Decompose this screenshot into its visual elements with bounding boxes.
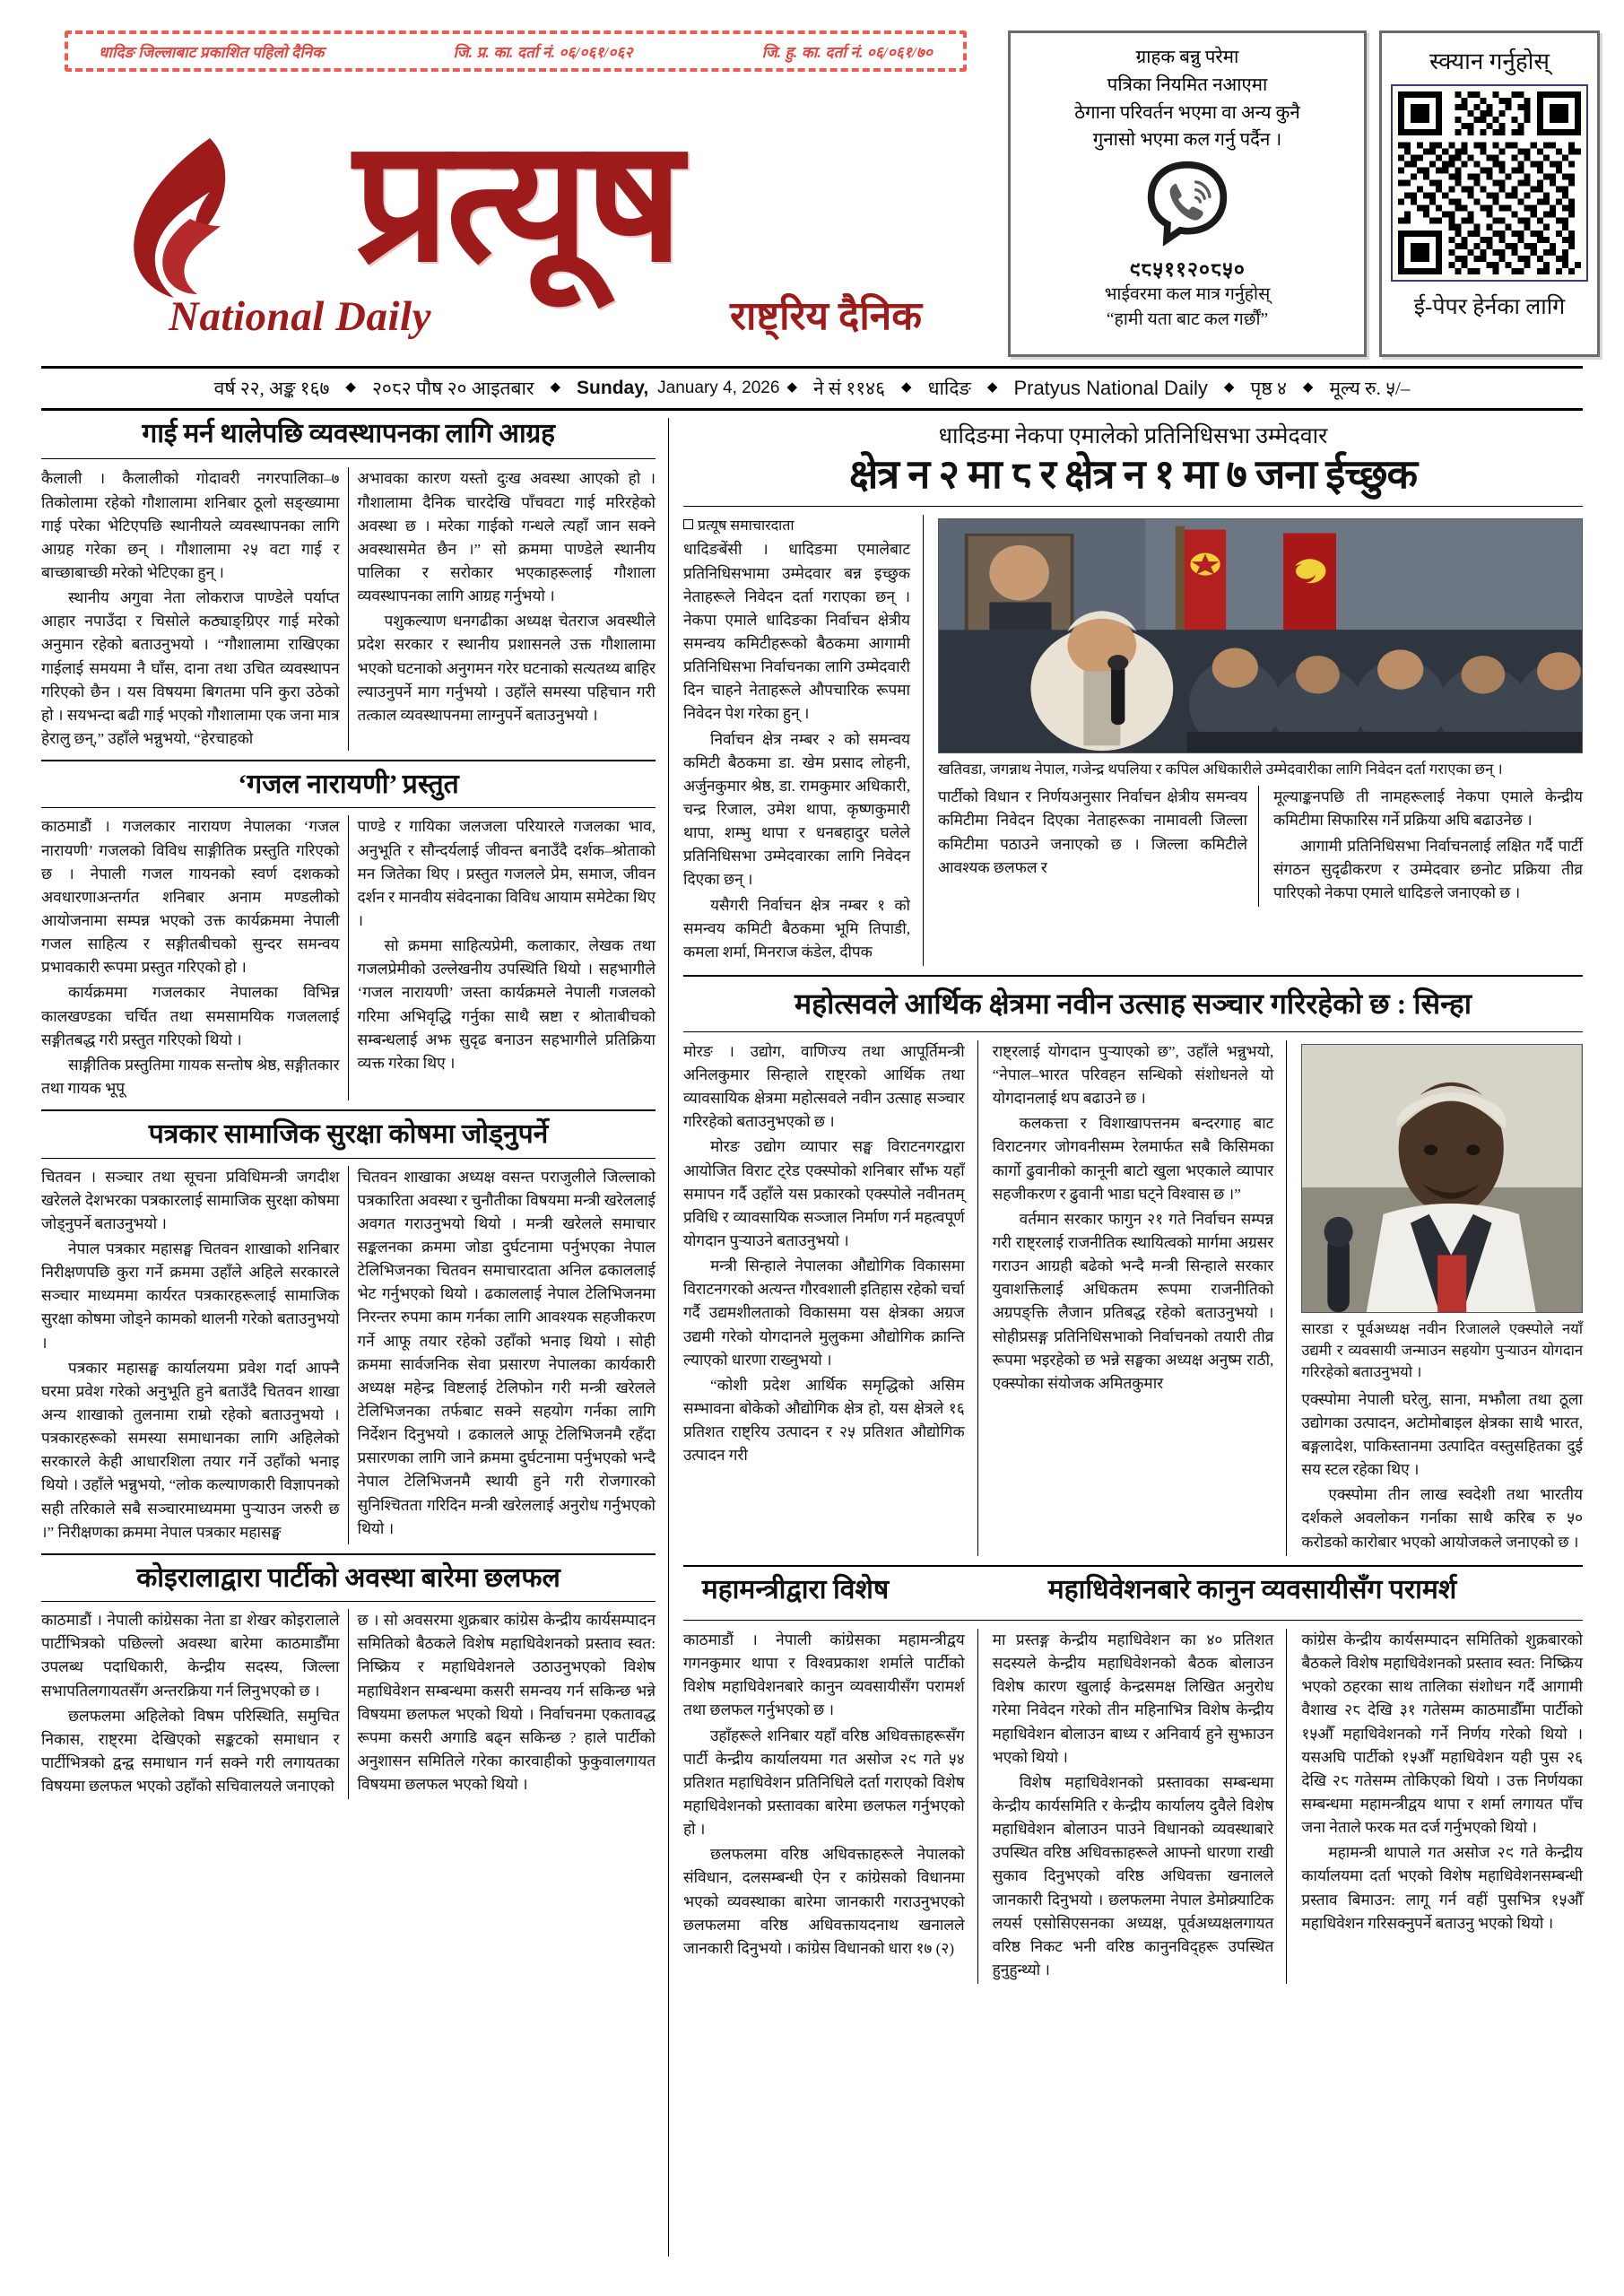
story-sinha-para: एक्स्पोमा तीन लाख स्वदेशी तथा भारतीय दर्शकले अवलोकन गर्नाका साथै करिब रु ५० करोडको कारोबार भएको आयोजकले जनाएको छ । [1301, 1486, 1584, 1551]
divider [683, 1031, 1583, 1032]
content-area [41, 418, 1583, 2257]
story-uml-para: मूल्याङ्कनपछि ती नामहरूलाई नेकपा एमाले केन्द्रीय कमिटीमा सिफारिस गर्ने प्रक्रिया अघि बढाउनेछ । [1273, 788, 1583, 830]
story-lawyer-para: मा प्रस्तङ्ग केन्द्रीय महाधिवेशन का ४० प्रतिशत सदस्यले केन्द्रीय महाधिवेशनको बैठक बोलाउन विशेष कारण खुलाई केन्द्रसमक्ष लिखित अनुरोध गरेमा निवेदन गरेको तीन महिनाभित्र विशेष केन्द्रीय महाधिवेशन बोलाउन बाध्य र अनिवार्य हुने सुझाउन भएको थियो । [992, 1631, 1274, 1766]
story-uml [683, 420, 1583, 966]
story-uml-caption: खतिवडा, जगन्नाथ नेपाल, गजेन्द्र थपलिया र कपिल अधिकारीले उम्मेदवारीका लागि निवेदन दर्ता गराएका छन् । [938, 761, 1503, 778]
story-pm-headline[interactable]: महामन्त्रीद्वारा विशेष [701, 1574, 890, 1605]
registration-bar [65, 30, 967, 72]
story-sinha-para: वर्तमान सरकार फागुन २१ गते निर्वाचन सम्पन्न गरी राष्ट्रलाई राजनीतिक स्थायित्वको मार्गमा अग्रसर गराउन आग्रहीे बढेको भन्दै मन्त्री सिन्हाले सरकार युवाशक्तिलाई अधिकतम रूपमा राजनीतिको अग्रपङ्क्ति लैजान प्रतिबद्ध रहेको बताउनुभयो । सोहीप्रसङ्ग प्रतिनिधिसभाको निर्वाचनको तयारी तीव्र रूपमा भइरहेको छ भन्ने सङ्घका अध्यक्ष अनुष्म राठी, एक्स्पोका संयोजक अमितकुमार [992, 1210, 1274, 1392]
story-uml-para: यसैगरी निर्वाचन क्षेत्र नम्बर १ को समन्वय कमिटी बैठकमा भूमि तिपाडी, कमला शर्मा, मिनराज कंडेल, दीपक [683, 896, 910, 961]
story-ghazal-para: काठमाडौं । गजलकार नारायण नेपालका ‘गजल नारायणी’ गजलको विविध साङ्गीतिक प्रस्तुति गरिएको छ । नेपाली गजल गायनको स्वर्ण दशकको अवधारणाअन्तर्गत शनिबार अनाम मण्डलीको आयोजनामा सम्पन्न भएको उक्त कार्यक्रममा नेपाली गजल साहित्य र सङ्गीतबीचको सुन्दर समन्वय प्रभावकारी रूपमा प्रस्तुत गरिएको हो । [41, 818, 340, 977]
masthead-title-nepali: प्रत्यूष [353, 109, 680, 296]
story-cow-para: कैलाली । कैलालीको गोदावरी नगरपालिका–७ तिकोलामा रहेको गौशालामा शनिबार ठूलो सङ्ख्यामा गाई परेका भेटिएपछि स्थानीयले व्यवस्थापनका लागि आग्रह गरेका छन् । गौशालामा २५ वटा गाई र बाच्छाबाच्छी मरेको भेटिएका हुन् । [41, 470, 340, 581]
story-cow-para: अभावका कारण यस्तो दुःख अवस्था आएको हो । गौशालामा दैनिक चारदेखि पाँचवटा गाई मरिरहेको अवस्था छ । मरेका गाईको गन्धले त्यहाँ जान सक्ने अवस्थासमेत छैन ।” सो क्रममा पाण्डेले स्थानीय पालिका र सरोकार भएकाहरूलाई गौशाला व्यवस्थापनका लागि आग्रह गर्नुभयो । [357, 470, 656, 605]
story-lawyer-para: कांग्रेस केन्द्रीय कार्यसम्पादन समितिको शुक्रबारको बैठकले विशेष महाधिवेशनको प्रस्ताव स्वत: निष्क्रिय भएको ठहरका साथ तालिका संशोधन गर्दै आगामी वैशाख २८ देखि ३१ गतेसम्म काठमाडौँमा पार्टीको १५औँ महाधिवेशनको गर्ने निर्णय गरेको थियो । यसअघि पार्टीको १५औँ महाधिवेशन यही पुस २६ देखि २८ गतेसम्म तोकिएको थियो । उक्त निर्णयका सम्बन्धमा महामन्त्रीद्वय थापा र शर्मा लगायत पाँच जना नेताले फरक मत दर्ज गर्नुभएको थियो । [1301, 1631, 1584, 1837]
story-lawyer-group [683, 1574, 1583, 1985]
divider [41, 1553, 656, 1555]
divider [683, 1565, 1583, 1567]
diamond-separator-5: ◆ [986, 379, 998, 395]
reg-left-text: धादिङ जिल्लाबाट प्रकाशित पहिलो दैनिक [99, 43, 325, 61]
reg-right-text: जि. हु. का. दर्ता नं. ०६/०६१/७० [761, 43, 933, 61]
story-uml-headline[interactable]: क्षेत्र न २ मा ८ र क्षेत्र न १ मा ७ जना ईच्छुक [848, 452, 1418, 497]
story-sinha-para: मोरङ । उद्योग, वाणिज्य तथा आपूर्तिमन्त्री अनिलकुमार सिन्हाले राष्ट्रको आर्थिक तथा व्यावसायिक क्षेत्रमा महोत्सवले नवीन उत्साह सञ्चार गरिरहेको बताउनुभएको छ । [683, 1042, 965, 1131]
weekday-english: Sunday, [577, 378, 649, 398]
story-ghazal-para: साङ्गीतिक प्रस्तुतिमा गायक सन्तोष श्रेष्ठ, सङ्गीतकार तथा गायक भूपू [41, 1056, 340, 1098]
story-ghazal-para: पाण्डे र गायिका जलजला परियारले गजलका भाव, अनुभूति र सौन्दर्यलाई जीवन्त बनाउँदै दर्शक–श्रोताको मन जितेका थिए । प्रस्तुत गजलले प्रेम, समाज, जीवन दर्शन र मानवीय संवेदनाका विविध आयाम समेटेका थिए । [357, 818, 656, 930]
qr-box-title: स्क्यान गर्नुहोस् [1429, 48, 1550, 74]
diamond-separator-2: ◆ [550, 379, 561, 395]
place-name: धादिङ [927, 378, 971, 399]
page-count: पृष्ठ ४ [1250, 378, 1287, 399]
story-sinha-para: राष्ट्रलाई योगदान पुऱ्याएको छ”, उहाँले भन्नुभयो, “नेपाल–भारत परिवहन सन्धिको संशोधनले यो योगदानलाई थप बढाउने छ । [992, 1042, 1274, 1108]
story-pm-para: उहाँहरूले शनिबार यहाँ वरिष्ठ अधिवक्ताहरूसँग पार्टी केन्द्रीय कार्यालयमा गत असोज २९ गते ५४ प्रतिशत महाधिवेशन प्रतिनिधिले दर्ता गराएको विशेष महाधिवेशनको प्रस्तावका बारेमा छलफल गर्नुभएको हो । [683, 1726, 965, 1839]
story-ghazal-para: सो क्रममा साहित्यप्रेमी, कलाकार, लेखक तथा गजलप्रेमीको उल्लेखनीय उपस्थिति थियो । सहभागीले ‘गजल नारायणी’ जस्ता कार्यक्रमले नेपाली गजलको गरिमा अभिवृद्धि गर्नुका साथै स्रष्टा र श्रोताबीचको सम्बन्धलाई अझ सुदृढ बनाउन सहभागीले प्रतिक्रिया व्यक्त गरेका थिए । [357, 937, 656, 1072]
story-ghazal [41, 769, 656, 1100]
masthead-brand-english: National Daily [169, 293, 431, 340]
story-sinha [683, 984, 1583, 1556]
story-sinha-para: कलकत्ता र विशाखापत्तनम बन्दरगाह बाट विराटनगर जोगवनीसम्म रेलमार्फत सबै किसिमका कार्गो ढुवानीको कानूनी बाटो खुला भएकाले व्यापार सहजीकरण र ढुवानी भाडा घट्ने विश्वास छ ।” [992, 1115, 1274, 1203]
brand-english-dateline: Pratyus National Daily [1013, 377, 1208, 399]
story-ghazal-para: कार्यक्रममा गजलकार नेपालका विभिन्न कालखण्डका चर्चित तथा समसामयिक गजललाई सङ्गीतबद्ध गरी प्रस्तुत गरिएको थियो । [41, 984, 340, 1048]
story-cow-para: स्थानीय अगुवा नेता लोकराज पाण्डेले पर्याप्त आहार नपाउँदा र चिसोले कठ्याङ्ग्रिएर गाई मरेको अनुमान रहेको बताउनुभयो । “गौशालामा राखिएका गाईलाई समयमा नै घाँस, दाना तथा उचित व्यवस्थापन गरिएको छैन । यस विषयमा बिगतमा पनि कुरा उठेको हो । सयभन्दा बढी गाई भएको गौशालामा एक जना मात्र हेरालु छन्,” उहाँले भन्नुभयो, “हेरचाहको [41, 589, 340, 747]
story-cow-headline[interactable]: गाई मर्न थालेपछि व्यवस्थापनका लागि आग्रह [142, 419, 555, 448]
diamond-separator-4: ◆ [901, 379, 912, 395]
subs-line-3: ठेगाना परिवर्तन भएमा वा अन्य कुनै [1074, 102, 1300, 123]
masthead-logo [41, 74, 992, 357]
qr-box [1379, 30, 1600, 357]
story-uml-para: आगामी प्रतिनिधिसभा निर्वाचनलाई लक्षित गर्दै पार्टी संगठन सुदृढीकरण र उम्मेदवार छनोट प्रक्रिया तीव्र पारिएको नेकपा एमाले धादिङले जनाएको छ । [1273, 837, 1583, 901]
header-info-boxes [992, 30, 1600, 357]
right-column-group [669, 418, 1583, 2257]
masthead-brand-nepali: राष्ट्रिय दैनिक [730, 294, 922, 338]
story-lawyer-para: विशेष महाधिवेशनको प्रस्तावका सम्बन्धमा केन्द्रीय कार्यसमिति र केन्द्रीय कार्यालय दुवैले विशेष महाधिवेशन बोलाउन पाउने विधानको व्यवस्थाबारे उपस्थित वरिष्ठ अधिवक्ताहरूले आफ्नो धारणा राखी सुकाव दिनुभएको वरिष्ठ अधिवक्ता खनालले जानकारी दिनुभयो । छलफलमा नेपाल डेमोक्र्याटिक लयर्स एसोसिएसनका अध्यक्ष, पूर्वअध्यक्षलगायत वरिष्ठ निकट भनी वरिष्ठ कानुनविद्हरू उपस्थित हुनुहुन्थ्यो । [992, 1773, 1274, 1979]
story-uml-para: पार्टीको विधान र निर्णयअनुसार निर्वाचन क्षेत्रीय समन्वय कमिटीमा निवेदन दिएका नेताहरूका नामावली जिल्ला कमिटीमा पठाउने जनाएको छ । जिल्ला कमिटीले आवश्यक छलफल र [938, 788, 1247, 876]
story-lawyer-para: महामन्त्री थापाले गत असोज २९ गते केन्द्रीय कार्यालयमा दर्ता भएको विशेष महाधिवेशनसम्बन्धी प्रस्ताव बिमाउन: लागू गर्न वहीं पुसभित्र १५औँ महाधिवेशन गरिसक्नुपर्ने बताउनु भएको थियो । [1301, 1844, 1584, 1932]
story-sinha-headline[interactable]: महोत्सवले आर्थिक क्षेत्रमा नवीन उत्साह सञ्चार गरिरहेको छ : सिन्हा [794, 987, 1472, 1020]
story-koirala-headline[interactable]: कोइरालाद्वारा पार्टीको अवस्था बारेमा छलफल [136, 1562, 560, 1593]
nepal-sambat: ने सं ११४६ [812, 378, 886, 399]
story-koirala [41, 1562, 656, 1800]
nepali-date: २०८२ पौष २० आइतबार [371, 378, 534, 399]
square-bullet-icon [683, 519, 693, 529]
story-journalist-para: चितवन । सञ्चार तथा सूचना प्रविधिमन्त्री जगदीश खरेलले देशभरका पत्रकारलाई सामाजिक सुरक्षा कोषमा जोड्नुपर्ने बताउनुभयो । [41, 1168, 340, 1232]
divider [683, 975, 1583, 977]
story-uml-para: निर्वाचन क्षेत्र नम्बर २ को समन्वय कमिटी बैठकमा डा. खेम प्रसाद लोहनी, अर्जुनकुमार श्रेष्ठ, डा. रामकुमार अधिकारी, चन्द्र रिजाल, उमेश थापा, कृष्णकुमारी थापा, शम्भु थापा र धनबहादुर घलेले प्रतिनिधिसभा उम्मेदवारका लागि निवेदन दिएका छन् । [683, 730, 910, 889]
subs-note-2: “हामी यता बाट कल गर्छौं” [1106, 310, 1269, 330]
story-journalist-para: चितवन शाखाका अध्यक्ष वसन्त पराजुलीले जिल्लाको पत्रकारिता अवस्था र चुनौतीका विषयमा मन्त्री खरेललाई अवगत गराउनुभयो थियो । मन्त्री खरेलले समाचार सङ्कलनका क्रममा जोडा दुर्घटनामा पर्नुभएका नेपाल टेलिभिजनका चितवन समाचारदाता अनिल ढकाललाई भेट गर्नुभएको थियो । ढकाललाई नेपाल टेलिभिजनमा निरन्तर रुपमा काम गर्नका लागि आवश्यक सहजीकरण गर्ने आफू तयार रहेको उहाँको भनाइ थियो । सोही क्रममा सार्वजनिक सेवा प्रसारण नेपालका कार्यकारी अध्यक्ष महेन्द्र विष्टलाई टेलिफोन गरी मन्त्री खरेलले टेलिभिजनका तर्फबाट सक्ने सहयोग गर्नका लागि निर्देशन दिनुभयो । ढकालले आफू टेलिभिजनमै रहँदा प्रसारणका लागि जाने क्रममा दुर्घटनामा पर्नुभएको भन्दै नेपाल टेलिभिजनमै स्थायी हुने गरी रोजगारको सुनिश्चितता गरिदिन मन्त्री खरेललाई अनुरोध गर्नुभएको थियो । [357, 1168, 656, 1537]
story-uml-photo [938, 518, 1583, 753]
flame-swoosh-icon [104, 133, 265, 303]
story-uml-byline: प्रत्यूष समाचारदाता [683, 515, 910, 535]
subs-line-1: ग्राहक बन्नु परेमा [1135, 48, 1239, 67]
qr-code-icon[interactable] [1391, 84, 1588, 282]
divider [41, 458, 656, 459]
divider [41, 807, 656, 808]
diamond-separator-6: ◆ [1223, 379, 1235, 395]
qr-box-caption: ई-पेपर हेर्नका लागि [1413, 295, 1566, 319]
dateline-bar [41, 366, 1583, 411]
story-pm-para: काठमाडौं । नेपाली कांग्रेसका महामन्त्रीद्वय गगनकुमार थापा र विश्वप्रकाश शर्माले पार्टीको विशेष महाधिवेशनबारे कानुन व्यवसायीसँग परामर्श तथा छलफल गर्नुभएको छ । [683, 1631, 965, 1719]
diamond-separator-3: ◆ [786, 379, 797, 395]
story-koirala-para: छ । सो अवसरमा शुक्रबार कांग्रेस केन्द्रीय कार्यसम्पादन समितिको बैठकले विशेष महाधिवेशनको प्रस्ताव स्वत: निष्क्रिय र महाधिवेशनले उठाउनुभएको विशेष महाधिवेशन सम्बन्धमा कसरी समन्वय गर्न सकिन्छ भन्ने विषयमा छलफल भएको थियो । निर्वाचनमा एकतावद्ध रूपमा कसरी अगाडि बढ्न सकिन्छ ? हाले पार्टीको अनुशासन समितिले गरेका कारवाहीको फुकुवालगायत विषयमा छलफल भएको थियो । [357, 1612, 656, 1794]
reg-mid-text: जि. प्र. का. दर्ता नं. ०६/०६१/०६२ [453, 43, 633, 61]
divider [41, 1158, 656, 1159]
story-uml-para: धादिङबेंसी । धादिङमा एमालेबाट प्रतिनिधिसभामा उम्मेदवार बन्न इच्छुक नेताहरूले निवेदन दर्ता गराएका छन् । नेकपा एमाले धादिङका निर्वाचन क्षेत्रीय समन्वय कमिटीहरूको बैठकमा आगामी प्रतिनिधिसभा निर्वाचनका लागि उम्मेदवारी दिन चाहने नेताहरूले औपचारिक रूपमा निवेदन पेश गरेका हुन् । [683, 541, 910, 723]
story-cow [41, 418, 656, 751]
masthead-area [41, 0, 1583, 357]
story-journalist-para: नेपाल पत्रकार महासङ्घ चितवन शाखाको शनिबार निरीक्षणपछि कुरा गर्ने क्रममा उहाँले अहिले सरकारले सञ्चार माध्यममा कार्यरत पत्रकारहरूलाई सामाजिक सुरक्षा कोषमा जोड्ने कामको थालनी गरेको बताउनुभयो । [41, 1239, 340, 1352]
story-ghazal-headline[interactable]: ‘गजल नारायणी’ प्रस्तुत [238, 770, 459, 800]
story-pm-para: छलफलमा वरिष्ठ अधिवक्ताहरूले नेपालको संविधान, दलसम्बन्धी ऐन र कांग्रेसको विधानमा भएको व्यवस्थाका बारेमा जानकारी गराउनुभएको छलफलमा वरिष्ठ अधिवक्तायदनाथ खनालले जानकारी दिनुभयो । कांग्रेस विधानको धारा १७ (२) [683, 1846, 965, 1957]
subs-line-2: पत्रिका नियमित नआएमा [1107, 74, 1268, 95]
story-sinha-para: मन्त्री सिन्हाले नेपालका औद्योगिक विकासमा विराटनगरको अत्यन्त गौरवशाली इतिहास रहेको चर्चा गर्दै उद्यमशीलताको विकासमा यस क्षेत्रका अग्रज उद्यमी गरेको योगदानले मुलुकमा औद्योगिक क्रान्ति ल्याएको धारणा राख्नुभयो । [683, 1257, 965, 1369]
story-uml-kicker: धादिङमा नेकपा एमालेको प्रतिनिधिसभा उम्मेदवार [938, 424, 1328, 448]
subscription-box [1008, 30, 1367, 357]
story-lawyer-headline[interactable]: महाधिवेशनबारे कानुन व्यवसायीसँग परामर्श [1047, 1574, 1457, 1605]
date-english: January 4, 2026 [657, 378, 780, 397]
price: मूल्य रु. ५/– [1329, 378, 1411, 399]
subs-line-4: गुनासो भएमा कल गर्नु पर्दैन । [1092, 130, 1282, 151]
volume-issue: वर्ष २२, अङ्क १६७ [213, 378, 330, 399]
story-sinha-para: एक्स्पोमा नेपाली घरेलु, साना, मझौला तथा ठूला उद्योगका उत्पादन, अटोमोबाइल क्षेत्रका साथै भारत, बङ्गलादेश, पाकिस्तानमा उत्पादित वस्तुसहितका दुई सय स्टल रहेका थिए । [1301, 1390, 1584, 1479]
story-cow-para: पशुकल्याण धनगढीका अध्यक्ष चेतराज अवस्थीले प्रदेश सरकार र स्थानीय प्रशासनले उक्त गौशालामा भएको घटनाको अनुगमन गरेर घटनाको सत्यतथ्य बाहिर ल्याउनुपर्ने माग गर्नुभयो । उहाँले समस्या पहिचान गरी तत्काल व्यवस्थापनमा लाग्नुपर्ने बताउनुभयो । [357, 613, 656, 724]
divider [683, 1620, 1583, 1621]
story-koirala-para: छलफलमा अहिलेको विषम परिस्थिति, समुचित निकास, राष्ट्रमा देखिएको सङ्कटको समाधान र पार्टीभित्रको द्वन्द्व समाधान गर्न सक्ने गरी लगायतका विषयमा छलफल भएको उहाँको सचिवालयले जनाएको [41, 1707, 340, 1796]
story-sinha-para: “कोशी प्रदेश आर्थिक समृद्धिको असिम सम्भावना बोकेको औद्योगिक क्षेत्र हो, यस क्षेत्रले १६ प्रतिशत राष्ट्रिय उत्पादन र २५ प्रतिशत औद्योगिक उत्पादन गरी [683, 1376, 965, 1465]
diamond-separator-1: ◆ [345, 379, 356, 395]
story-journalist-headline[interactable]: पत्रकार सामाजिक सुरक्षा कोषमा जोड्नुपर्ने [148, 1119, 549, 1150]
story-sinha-photo [1301, 1044, 1583, 1313]
divider [683, 506, 1583, 507]
diamond-separator-7: ◆ [1302, 379, 1314, 395]
story-sinha-caption: सारडा र पूर्वअध्यक्ष नवीन रिजालले एक्स्पोले नयाँ उद्यमी र व्यवसायी जन्माउन सहयोग पुऱ्याउन योगदान गरिरहेको बताउनुभयो । [1301, 1319, 1584, 1380]
divider [41, 760, 656, 761]
story-journalist-para: पत्रकार महासङ्घ कार्यालयमा प्रवेश गर्दा आफ्नै घरमा प्रवेश गरेको अनुभूति हुने बताउँदै चितवन शाखा अन्य शाखाको तुलनामा राम्रो रहेको बताउनुभयो । पत्रकारहरूको समस्या समाधानका लागि अहिलेको सरकारले केही आधारशिला तयार गर्ने उहाँको भनाइ थियो । उहाँले भन्नुभयो, “लोक कल्याणकारी विज्ञापनको सही तरिकाले सबै सञ्चारमाध्यममा पुऱ्याउन जरुरी छ ।” निरीक्षणका क्रममा नेपाल पत्रकार महासङ्घ [41, 1359, 340, 1541]
divider [41, 1109, 656, 1111]
left-column-group [41, 418, 669, 2257]
subscription-phone-number[interactable]: ९८५११२०८५० [1129, 258, 1246, 281]
divider [41, 1601, 656, 1602]
viber-phone-icon [1144, 160, 1230, 250]
story-sinha-para: मोरङ उद्योग व्यापार सङ्घ विराटनगरद्वारा आयोजित विराट ट्रेड एक्स्पोको शनिबार सांँझ यहाँ समापन गर्दै उहाँले यस प्रकारको एक्स्पोले नवीनतम् प्रविधि र व्यावसायिक सञ्जाल निर्माण गर्न महत्वपूर्ण योगदान पुऱ्याउने बताउनुभयो । [683, 1138, 965, 1250]
story-koirala-para: काठमाडौं । नेपाली कांग्रेसका नेता डा शेखर कोइरालाले पार्टीभित्रको पछिल्लो अवस्था बारेमा काठमाडौँमा उपलब्ध पदाधिकारी, केन्द्रीय सदस्य, जिल्ला सभापतिलगायतसँग अन्तरक्रिया गर्न लिनुभएको छ । [41, 1612, 340, 1700]
story-journalist [41, 1118, 656, 1544]
masthead-column [41, 30, 992, 357]
subs-note-1: भाईवरमा कल मात्र गर्नुहोस् [1104, 285, 1271, 304]
